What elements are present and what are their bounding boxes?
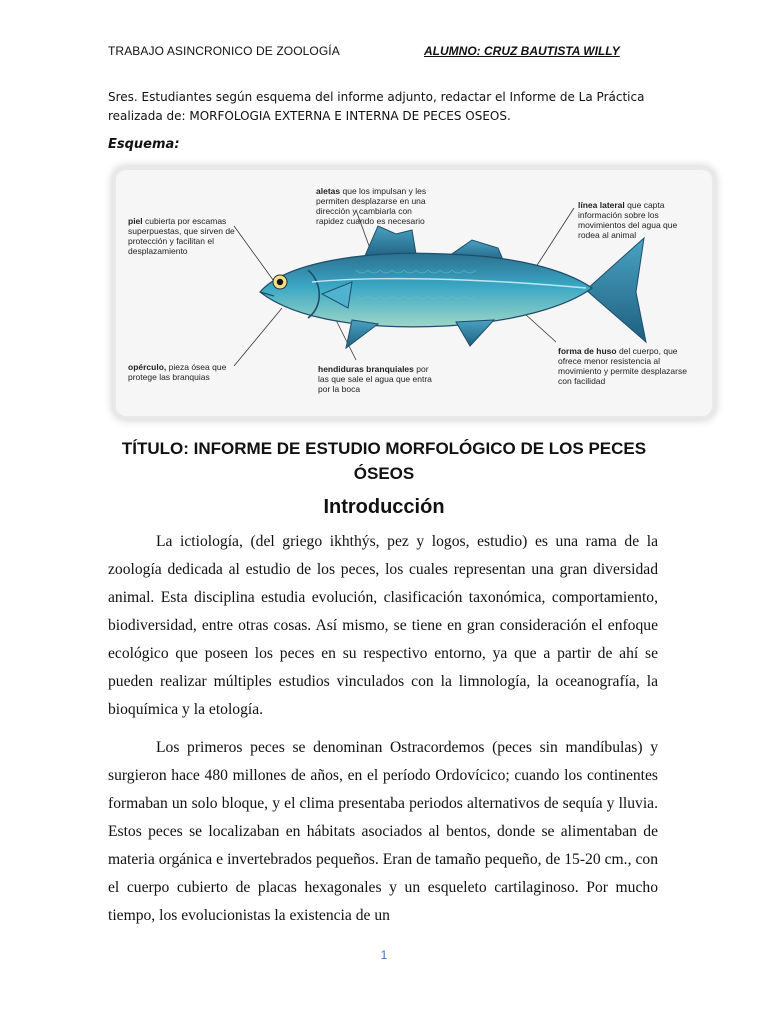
label-aletas: aletas que los impulsan y les permiten desplazarse en una dirección y cambiarla con rapidez cuando es necesario: [316, 186, 427, 226]
label-forma-huso: forma de huso del cuerpo, que ofrece menor resistencia al movimiento y permite desplazarse con facilidad: [558, 346, 687, 386]
paragraph-1: La ictiología, (del griego ikhthýs, pez y logos, estudio) es una rama de la zoología dedicada al estudio de los peces, los cuales representan una gran diversidad animal. Esta disciplina estudia evolución, clasificación taxonómica, comportamiento, biodiversidad, entre otras cosas. Así mismo, se tiene en gran consideración el enfoque ecológico que poseen los peces en su respectivo entorno, ya que a partir de ahí se pueden realizar múltiples estudios vinculados con la limnología, la oceanografía, la bioquímica y la etología.: [108, 533, 658, 718]
label-hendiduras: hendiduras branquiales por las que sale el agua que entra por la boca: [318, 364, 432, 394]
esquema-label: Esquema:: [108, 137, 180, 152]
paragraph-2: Los primeros peces se denominan Ostracordemos (peces sin mandíbulas) y surgieron hace 480 millones de años, en el período Ordovícico; cuando los continentes formaban un solo bloque, y el clima presentaba periodos alternativos de sequía y lluvia. Estos peces se localizaban en hábitats asociados al bentos, donde se alimentaban de materia orgánica e invertebrados pequeños. Eran de tamaño pequeño, de 15-20 cm., con el cuerpo cubierto de placas hexagonales y un esqueleto cartilaginoso. Por mucho tiempo, los evolucionistas la existencia de un: [108, 739, 658, 924]
header-student: ALUMNO: CRUZ BAUTISTA WILLY: [424, 44, 620, 58]
fish-diagram: [116, 170, 712, 416]
page-number: 1: [380, 948, 388, 962]
instructions-text: Sres. Estudiantes según esquema del informe adjunto, redactar el Informe de La Práctica realizada de: MORFOLOGIA EXTERNA E INTERNA DE PECES OSEOS.: [108, 90, 645, 123]
label-operculo: opérculo, pieza ósea que protege las branquias: [128, 362, 227, 382]
header-course: TRABAJO ASINCRONICO DE ZOOLOGÍA: [108, 44, 340, 58]
section-heading-introduccion: Introducción: [323, 496, 445, 518]
page-header: [108, 44, 660, 62]
label-piel: piel cubierta por escamas superpuestas, que sirven de protección y facilitan el desplazamiento: [128, 216, 235, 256]
report-title: TÍTULO: INFORME DE ESTUDIO MORFOLÓGICO DE LOS PECES ÓSEOS: [121, 439, 647, 483]
label-linea-lateral: línea lateral que capta información sobre los movimientos del agua que rodea al animal: [578, 200, 678, 240]
